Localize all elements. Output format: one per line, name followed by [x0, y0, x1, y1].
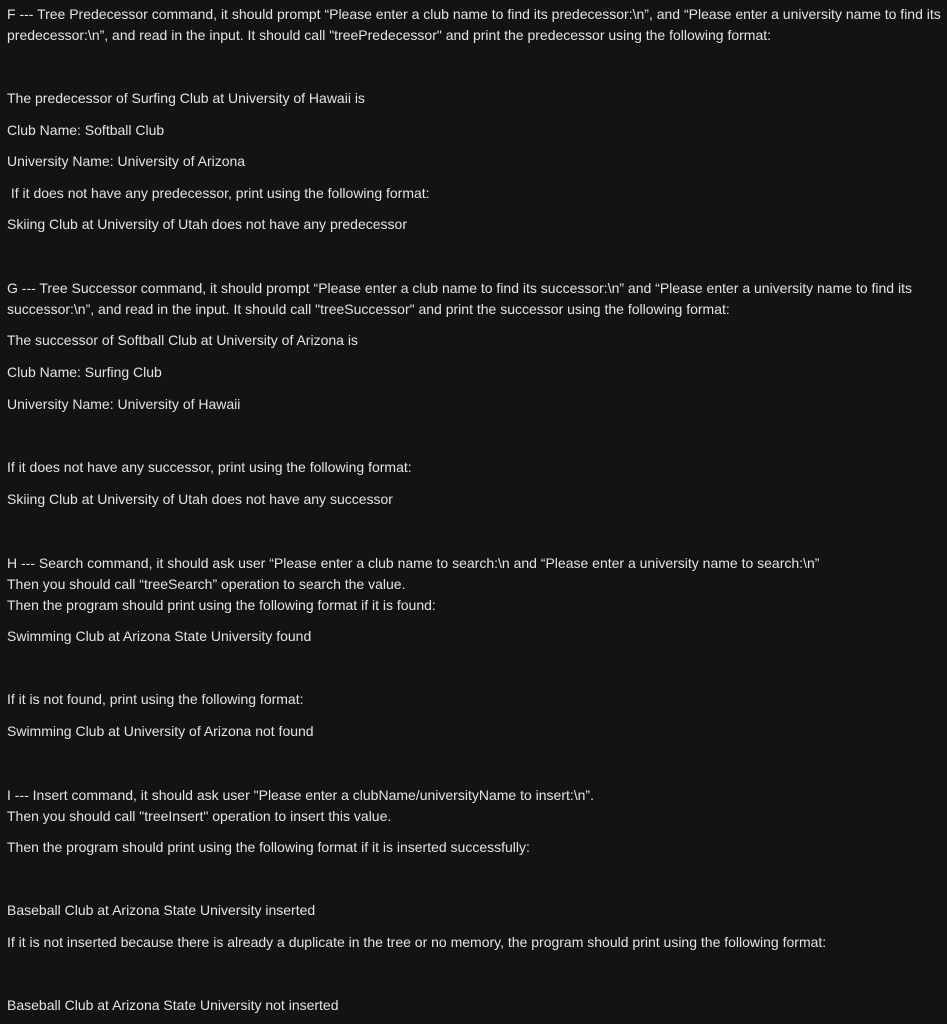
section-i-intro-3: Then the program should print using the following format if it is inserted successfully: [7, 839, 530, 855]
section-f-none-example: Skiing Club at University of Utah does not have any predecessor [7, 216, 407, 232]
section-i-intro-1: I --- Insert command, it should ask user "Please enter a clubName/universityName to insert:\n”. [7, 787, 594, 803]
section-h-not-found-intro: If it is not found, print using the following format: [7, 691, 304, 707]
section-g-none-intro: If it does not have any successor, print using the following format: [7, 459, 412, 475]
section-f-example-university: University Name: University of Arizona [7, 153, 246, 169]
section-g-example-club: Club Name: Surfing Club [7, 364, 162, 380]
section-i-fail-intro: If it is not inserted because there is already a duplicate in the tree or no memory, the program should print using the following format: [7, 934, 827, 950]
section-i-intro-2: Then you should call "treeInsert" operation to insert this value. [7, 808, 392, 824]
section-i-inserted-example: Baseball Club at Arizona State University inserted [7, 902, 316, 918]
section-f-example-club: Club Name: Softball Club [7, 122, 165, 138]
section-g-intro: G --- Tree Successor command, it should prompt “Please enter a club name to find its successor:\n” and “Please enter a university name to find its successor:\n”, and read in the input. It should call "treeSuccessor" and print the successor using the following format: [7, 280, 912, 317]
section-f-none-intro: If it does not have any predecessor, print using the following format: [7, 185, 430, 201]
section-h-found-example: Swimming Club at Arizona State University found [7, 628, 312, 644]
section-f-example-heading: The predecessor of Surfing Club at University of Hawaii is [7, 90, 365, 106]
section-h-not-found-example: Swimming Club at University of Arizona not found [7, 723, 314, 739]
section-g-example-heading: The successor of Softball Club at University of Arizona is [7, 332, 358, 348]
section-i-fail-example: Baseball Club at Arizona State University not inserted [7, 997, 339, 1013]
section-g-none-example: Skiing Club at University of Utah does not have any successor [7, 491, 393, 507]
section-h-intro-1: H --- Search command, it should ask user “Please enter a club name to search:\n and “Please enter a university name to search:\n” [7, 555, 820, 571]
section-g-example-university: University Name: University of Hawaii [7, 396, 241, 412]
section-f-intro: F --- Tree Predecessor command, it should prompt “Please enter a club name to find its predecessor:\n”, and “Please enter a university name to find its predecessor:\n”, and read in the input. It should call "treePredecessor" and print the predecessor using the following format: [7, 6, 941, 43]
section-h-intro-3: Then the program should print using the following format if it is found: [7, 597, 436, 613]
section-h-intro-2: Then you should call “treeSearch” operation to search the value. [7, 576, 406, 592]
